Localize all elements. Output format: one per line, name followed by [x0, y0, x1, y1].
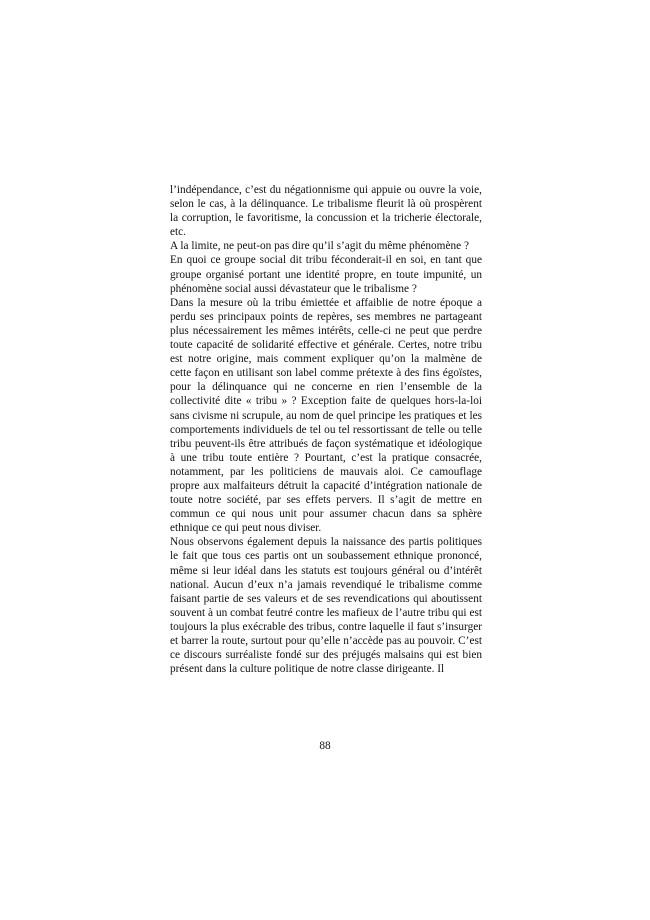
paragraph-1: l’indépendance, c’est du négationnisme qui appuie ou ouvre la voie, selon le cas, à la délinquance. Le tribalisme fleurit là où prospèrent la corruption, le favoritisme, la concussion et la tricherie électorale, etc. — [170, 184, 482, 239]
paragraph-3: En quoi ce groupe social dit tribu féconderait-il en soi, en tant que groupe organisé portant une identité propre, en toute impunité, un phénomène social aussi dévastateur que le tribalisme ? — [170, 254, 482, 295]
paragraph-2: A la limite, ne peut-on pas dire qu’il s’agit du même phénomène ? — [170, 240, 469, 253]
body-text — [170, 183, 482, 676]
paragraph-4: Dans la mesure où la tribu émiettée et affaiblie de notre époque a perdu ses principaux points de repères, ses membres ne partageant plus nécessairement les mêmes intérêts, celle-ci ne peut que perdre toute capacité de solidarité effective et générale. Certes, notre tribu est notre origine, mais comment expliquer qu’on la malmène de cette façon en utilisant son label comme prétexte à des fins égoïstes, pour la délinquance qui ne concerne en rien l’ensemble de la collectivité dite « tribu » ? Exception faite de quelques hors-la-loi sans civisme ni scrupule, au nom de quel principe les pratiques et les comportements individuels de tel ou tel ressortissant de telle ou telle tribu peuvent-ils être attribués de façon systématique et idéologique à une tribu toute entière ? Pourtant, c’est la pratique consacrée, notamment, par les politiciens de mauvais aloi. Ce camouflage propre aux malfaiteurs détruit la capacité d’intégration nationale de toute notre société, par ses effets pervers. Il s’agit de mettre en commun ce qui nous unit pour assumer chacun dans sa sphère ethnique ce qui peut nous diviser. — [170, 296, 482, 535]
page-number: 88 — [319, 740, 331, 752]
paragraph-5: Nous observons également depuis la naissance des partis politiques le fait que tous ces partis ont un soubassement ethnique prononcé, même si leur idéal dans les statuts est toujours général ou d’intérêt national. Aucun d’eux n’a jamais revendiqué le tribalisme comme faisant partie de ses valeurs et de ses revendications qui aboutissent souvent à un combat feutré contre les mafieux de l’autre tribu qui est toujours la plus exécrable des tribus, contre laquelle il faut s’insurger et barrer la route, surtout pour qu’elle n’accède pas au pouvoir. C’est ce discours surréaliste fondé sur des préjugés malsains qui est bien présent dans la culture politique de notre classe dirigeante. Il — [170, 536, 482, 676]
